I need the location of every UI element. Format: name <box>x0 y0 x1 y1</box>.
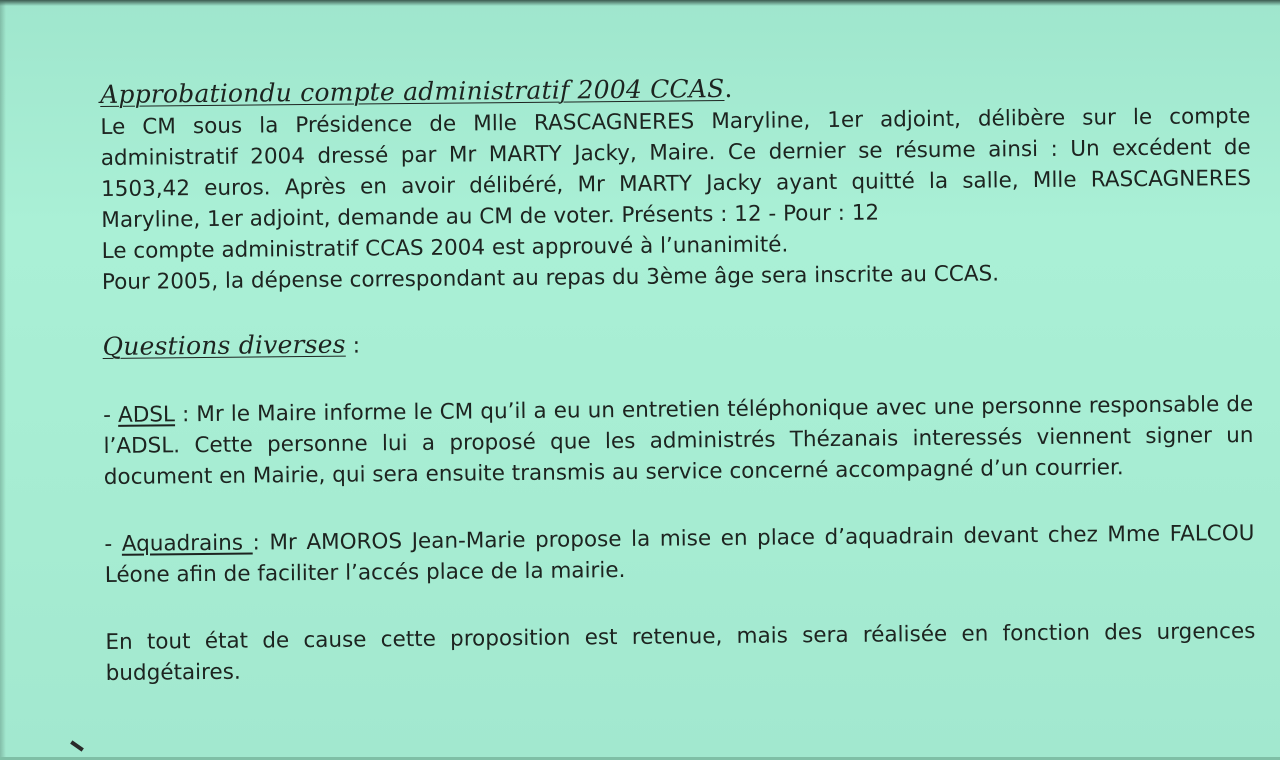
item-adsl <box>103 389 1254 493</box>
section2-heading-row <box>102 319 1252 364</box>
item-aquadrains <box>104 518 1255 591</box>
item-adsl-label: ADSL <box>117 402 176 428</box>
section1-paragraph: Le CM sous la Présidence de Mlle RASCAGNERES Maryline, 1er adjoint, délibère sur le compte administratif 2004 dressé par Mr MARTY Jacky, Maire. Ce dernier se résume ainsi : Un excédent de 1503,42 euros. Après en avoir délibéré, Mr MARTY Jacky ayant quitté la salle, Mlle RASCAGNERES Maryline, 1er adjoint, demande au CM de voter. Présents : 12 - Pour : 12 <box>100 103 1252 233</box>
section2-heading-colon: : <box>345 333 361 359</box>
section1-budget-line: Pour 2005, la dépense correspondant au repas du 3ème âge sera inscrite au CCAS. <box>101 261 1000 295</box>
section1-heading: Approbationdu compte administratif 2004 CCAS <box>100 74 725 109</box>
left-edge-shadow <box>0 0 6 760</box>
top-edge-shadow <box>0 0 1280 6</box>
item-aquadrains-text: : Mr AMOROS Jean-Marie propose la mise en place d’aquadrain devant chez Mme FALCOU Léone afin de faciliter l’accés place de la mairie. <box>104 520 1255 588</box>
section1-approval-line: Le compte administratif CCAS 2004 est approuvé à l’unanimité. <box>101 232 789 264</box>
item-aquadrains-label: Aquadrains <box>121 530 253 557</box>
conclusion-paragraph: En tout état de cause cette proposition est retenue, mais sera réalisée en fonction des urgences budgétaires. <box>105 618 1256 686</box>
item-adsl-prefix: - <box>103 402 119 428</box>
section1-heading-dot: . <box>724 73 733 104</box>
section2-heading: Questions diverses <box>102 329 346 361</box>
document-content <box>100 67 1256 689</box>
item-aquadrains-prefix: - <box>104 531 122 557</box>
pen-mark <box>70 740 84 751</box>
item-adsl-text: : Mr le Maire informe le CM qu’il a eu un entretien téléphonique avec une personne responsable de l’ADSL. Cette personne lui a proposé que les administrés Thézanais interessés viennent signer un document en Mairie, qui sera ensuite transmis au service concerné accompagné d’un courrier. <box>103 391 1254 490</box>
